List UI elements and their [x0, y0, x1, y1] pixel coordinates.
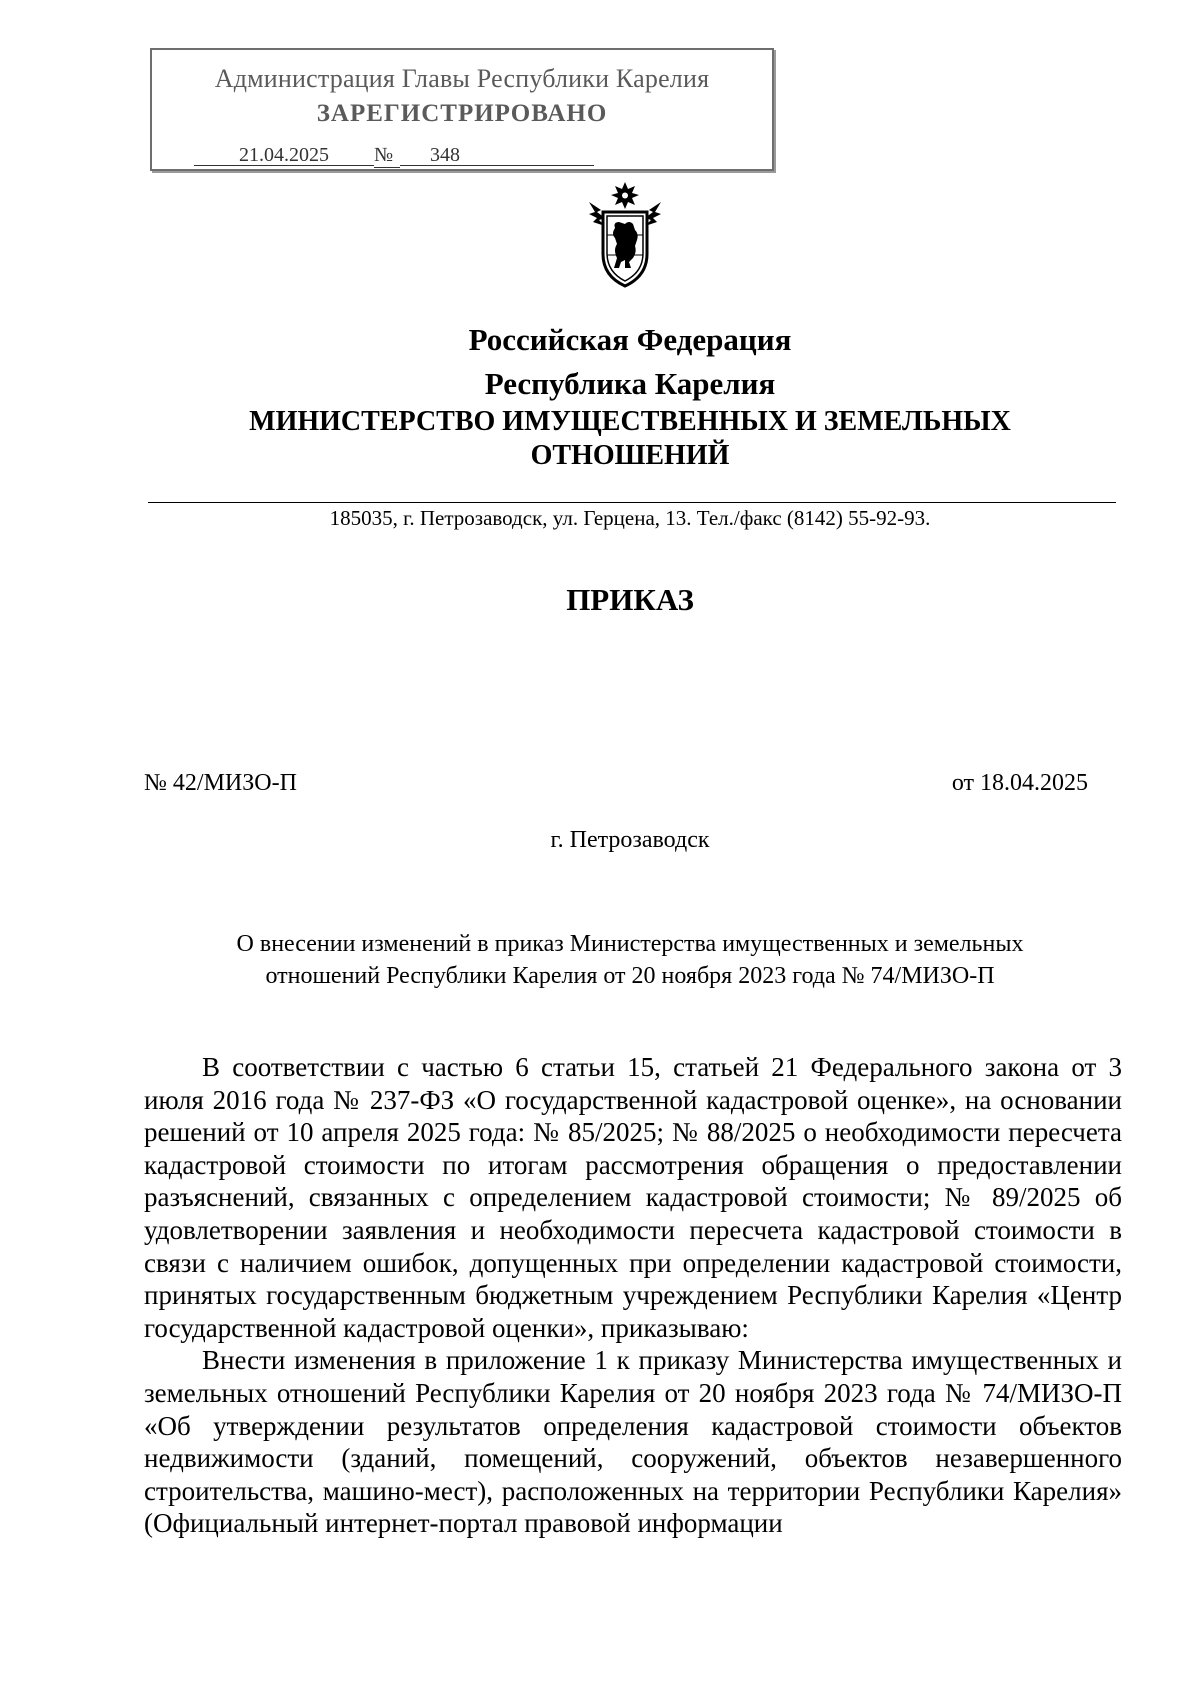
document-subject [0, 928, 1200, 992]
stamp-organization: Администрация Главы Республики Карелия [214, 64, 710, 93]
document-place: г. Петрозаводск [550, 827, 710, 853]
subject-line1: О внесении изменений в приказ Министерства имущественных и земельных [236, 931, 1024, 957]
body-paragraph-2: Внести изменения в приложение 1 к приказу Министерства имущественных и земельных отношений Республики Карелия от 20 ноября 2023 года № 74/МИЗО-П «Об утверждении результатов определения кадастровой стоимости объектов недвижимости (зданий, помещений, сооружений, объектов незавершенного строительства, машино-мест), расположенных на территории Республики Карелия» (Официальный интернет-портал правовой информации [144, 1345, 1122, 1539]
country-heading: Российская Федерация [468, 322, 792, 357]
ministry-heading-line2: ОТНОШЕНИЙ [530, 440, 730, 471]
stamp-registration-line [194, 144, 594, 168]
republic-heading: Республика Карелия [484, 366, 776, 401]
ministry-heading [0, 405, 1200, 473]
header-divider [148, 502, 1116, 503]
stamp-number: 348 [400, 145, 594, 166]
document-number: № 42/МИЗО-П [144, 770, 297, 796]
stamp-number-sign: № [374, 144, 400, 168]
subject-line2: отношений Республики Карелия от 20 ноября 2023 года № 74/МИЗО-П [265, 963, 995, 989]
registration-stamp [150, 48, 774, 171]
stamp-status: ЗАРЕГИСТРИРОВАНО [316, 100, 608, 127]
karelia-coat-of-arms-icon [585, 180, 665, 290]
ministry-address: 185035, г. Петрозаводск, ул. Герцена, 13. Тел./факс (8142) 55-92-93. [329, 506, 931, 530]
document-type: ПРИКАЗ [566, 582, 694, 617]
ministry-heading-line1: МИНИСТЕРСТВО ИМУЩЕСТВЕННЫХ И ЗЕМЕЛЬНЫХ [249, 406, 1011, 437]
document-body [144, 1051, 1122, 1540]
stamp-date: 21.04.2025 [194, 145, 374, 166]
body-paragraph-1: В соответствии с частью 6 статьи 15, статьей 21 Федерального закона от 3 июля 2016 года № 237-ФЗ «О государственной кадастровой оценке», на основании решений от 10 апреля 2025 года: № 85/2025; № 88/2025 о необходимости пересчета кадастровой стоимости по итогам рассмотрения обращения о предоставлении разъяснений, связанных с определением кадастровой стоимости; № 89/2025 об удовлетворении заявления и необходимости пересчета кадастровой стоимости в связи с наличием ошибок, допущенных при определении кадастровой стоимости, принятых государственным бюджетным учреждением Республики Карелия «Центр государственной кадастровой оценки», приказываю: [144, 1052, 1122, 1343]
document-date: от 18.04.2025 [951, 770, 1088, 796]
